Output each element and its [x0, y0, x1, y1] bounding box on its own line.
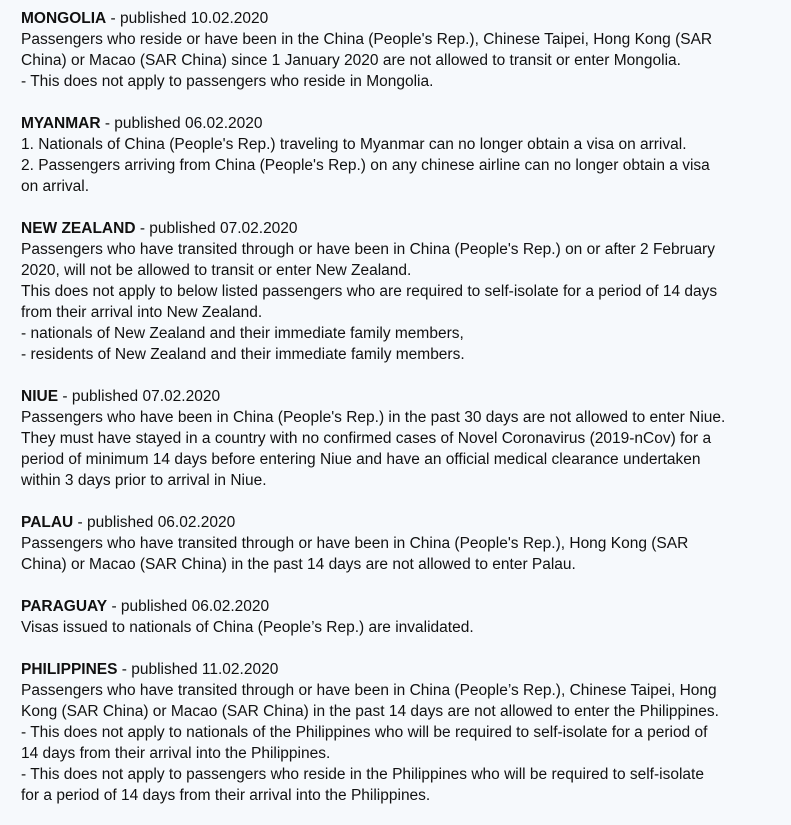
- entry-line: period of minimum 14 days before entering Niue and have an official medical clearance undertaken: [21, 451, 701, 468]
- country-name: PALAU: [21, 514, 74, 531]
- country-name: MYANMAR: [21, 115, 101, 132]
- entry-line: China) or Macao (SAR China) since 1 January 2020 are not allowed to transit or enter Mongolia.: [21, 52, 681, 69]
- published-date: - published 07.02.2020: [135, 220, 298, 237]
- country-name: NEW ZEALAND: [21, 220, 136, 237]
- entry-philippines: [21, 659, 771, 806]
- entry-heading: [21, 596, 771, 617]
- entry-line: Passengers who have transited through or have been in China (People’s Rep.), Chinese Taipei, Hong: [21, 682, 717, 699]
- entry-line: They must have stayed in a country with no confirmed cases of Novel Coronavirus (2019-nCov) for a: [21, 430, 712, 447]
- entry-line: 14 days from their arrival into the Philippines.: [21, 745, 331, 762]
- entry-line: - residents of New Zealand and their immediate family members.: [21, 346, 465, 363]
- entry-line: 2020, will not be allowed to transit or enter New Zealand.: [21, 262, 412, 279]
- entry-myanmar: [21, 113, 771, 197]
- entry-line: Passengers who reside or have been in the China (People's Rep.), Chinese Taipei, Hong Kong (SAR: [21, 31, 713, 48]
- entry-line: Passengers who have transited through or have been in China (People's Rep.), Hong Kong (SAR: [21, 535, 689, 552]
- entry-palau: [21, 512, 771, 575]
- entry-heading: [21, 512, 771, 533]
- country-name: MONGOLIA: [21, 10, 107, 27]
- entry-line: within 3 days prior to arrival in Niue.: [21, 472, 267, 489]
- entry-line: - This does not apply to nationals of the Philippines who will be required to self-isolate for a period of: [21, 724, 708, 741]
- published-date: - published 06.02.2020: [100, 115, 263, 132]
- entry-heading: [21, 386, 771, 407]
- entry-line: This does not apply to below listed passengers who are required to self-isolate for a period of 14 days: [21, 283, 718, 300]
- entry-niue: [21, 386, 771, 491]
- entry-new-zealand: [21, 218, 771, 365]
- entry-line: - nationals of New Zealand and their immediate family members,: [21, 325, 464, 342]
- entry-line: for a period of 14 days from their arrival into the Philippines.: [21, 787, 431, 804]
- entry-line: - This does not apply to passengers who reside in the Philippines who will be required to self-isolate: [21, 766, 704, 783]
- entry-line: 1. Nationals of China (People's Rep.) traveling to Myanmar can no longer obtain a visa on arrival.: [21, 136, 687, 153]
- published-date: - published 10.02.2020: [106, 10, 269, 27]
- country-name: PHILIPPINES: [21, 661, 118, 678]
- entry-line: Passengers who have transited through or have been in China (People's Rep.) on or after 2 February: [21, 241, 715, 258]
- entry-line: Passengers who have been in China (People's Rep.) in the past 30 days are not allowed to enter Niue.: [21, 409, 726, 426]
- entry-heading: [21, 659, 771, 680]
- entry-line: from their arrival into New Zealand.: [21, 304, 263, 321]
- published-date: - published 11.02.2020: [117, 661, 279, 678]
- entry-mongolia: [21, 8, 771, 92]
- published-date: - published 06.02.2020: [107, 598, 270, 615]
- entry-paraguay: [21, 596, 771, 638]
- country-name: NIUE: [21, 388, 59, 405]
- entry-heading: [21, 218, 771, 239]
- published-date: - published 07.02.2020: [58, 388, 221, 405]
- entry-heading: [21, 8, 771, 29]
- entry-line: 2. Passengers arriving from China (People's Rep.) on any chinese airline can no longer obtain a visa: [21, 157, 710, 174]
- entry-line: Visas issued to nationals of China (People’s Rep.) are invalidated.: [21, 619, 474, 636]
- country-name: PARAGUAY: [21, 598, 108, 615]
- entry-line: Kong (SAR China) or Macao (SAR China) in the past 14 days are not allowed to enter the Philippines.: [21, 703, 719, 720]
- published-date: - published 06.02.2020: [73, 514, 236, 531]
- entry-line: China) or Macao (SAR China) in the past 14 days are not allowed to enter Palau.: [21, 556, 576, 573]
- entry-line: on arrival.: [21, 178, 90, 195]
- entry-line: - This does not apply to passengers who reside in Mongolia.: [21, 73, 434, 90]
- entry-heading: [21, 113, 771, 134]
